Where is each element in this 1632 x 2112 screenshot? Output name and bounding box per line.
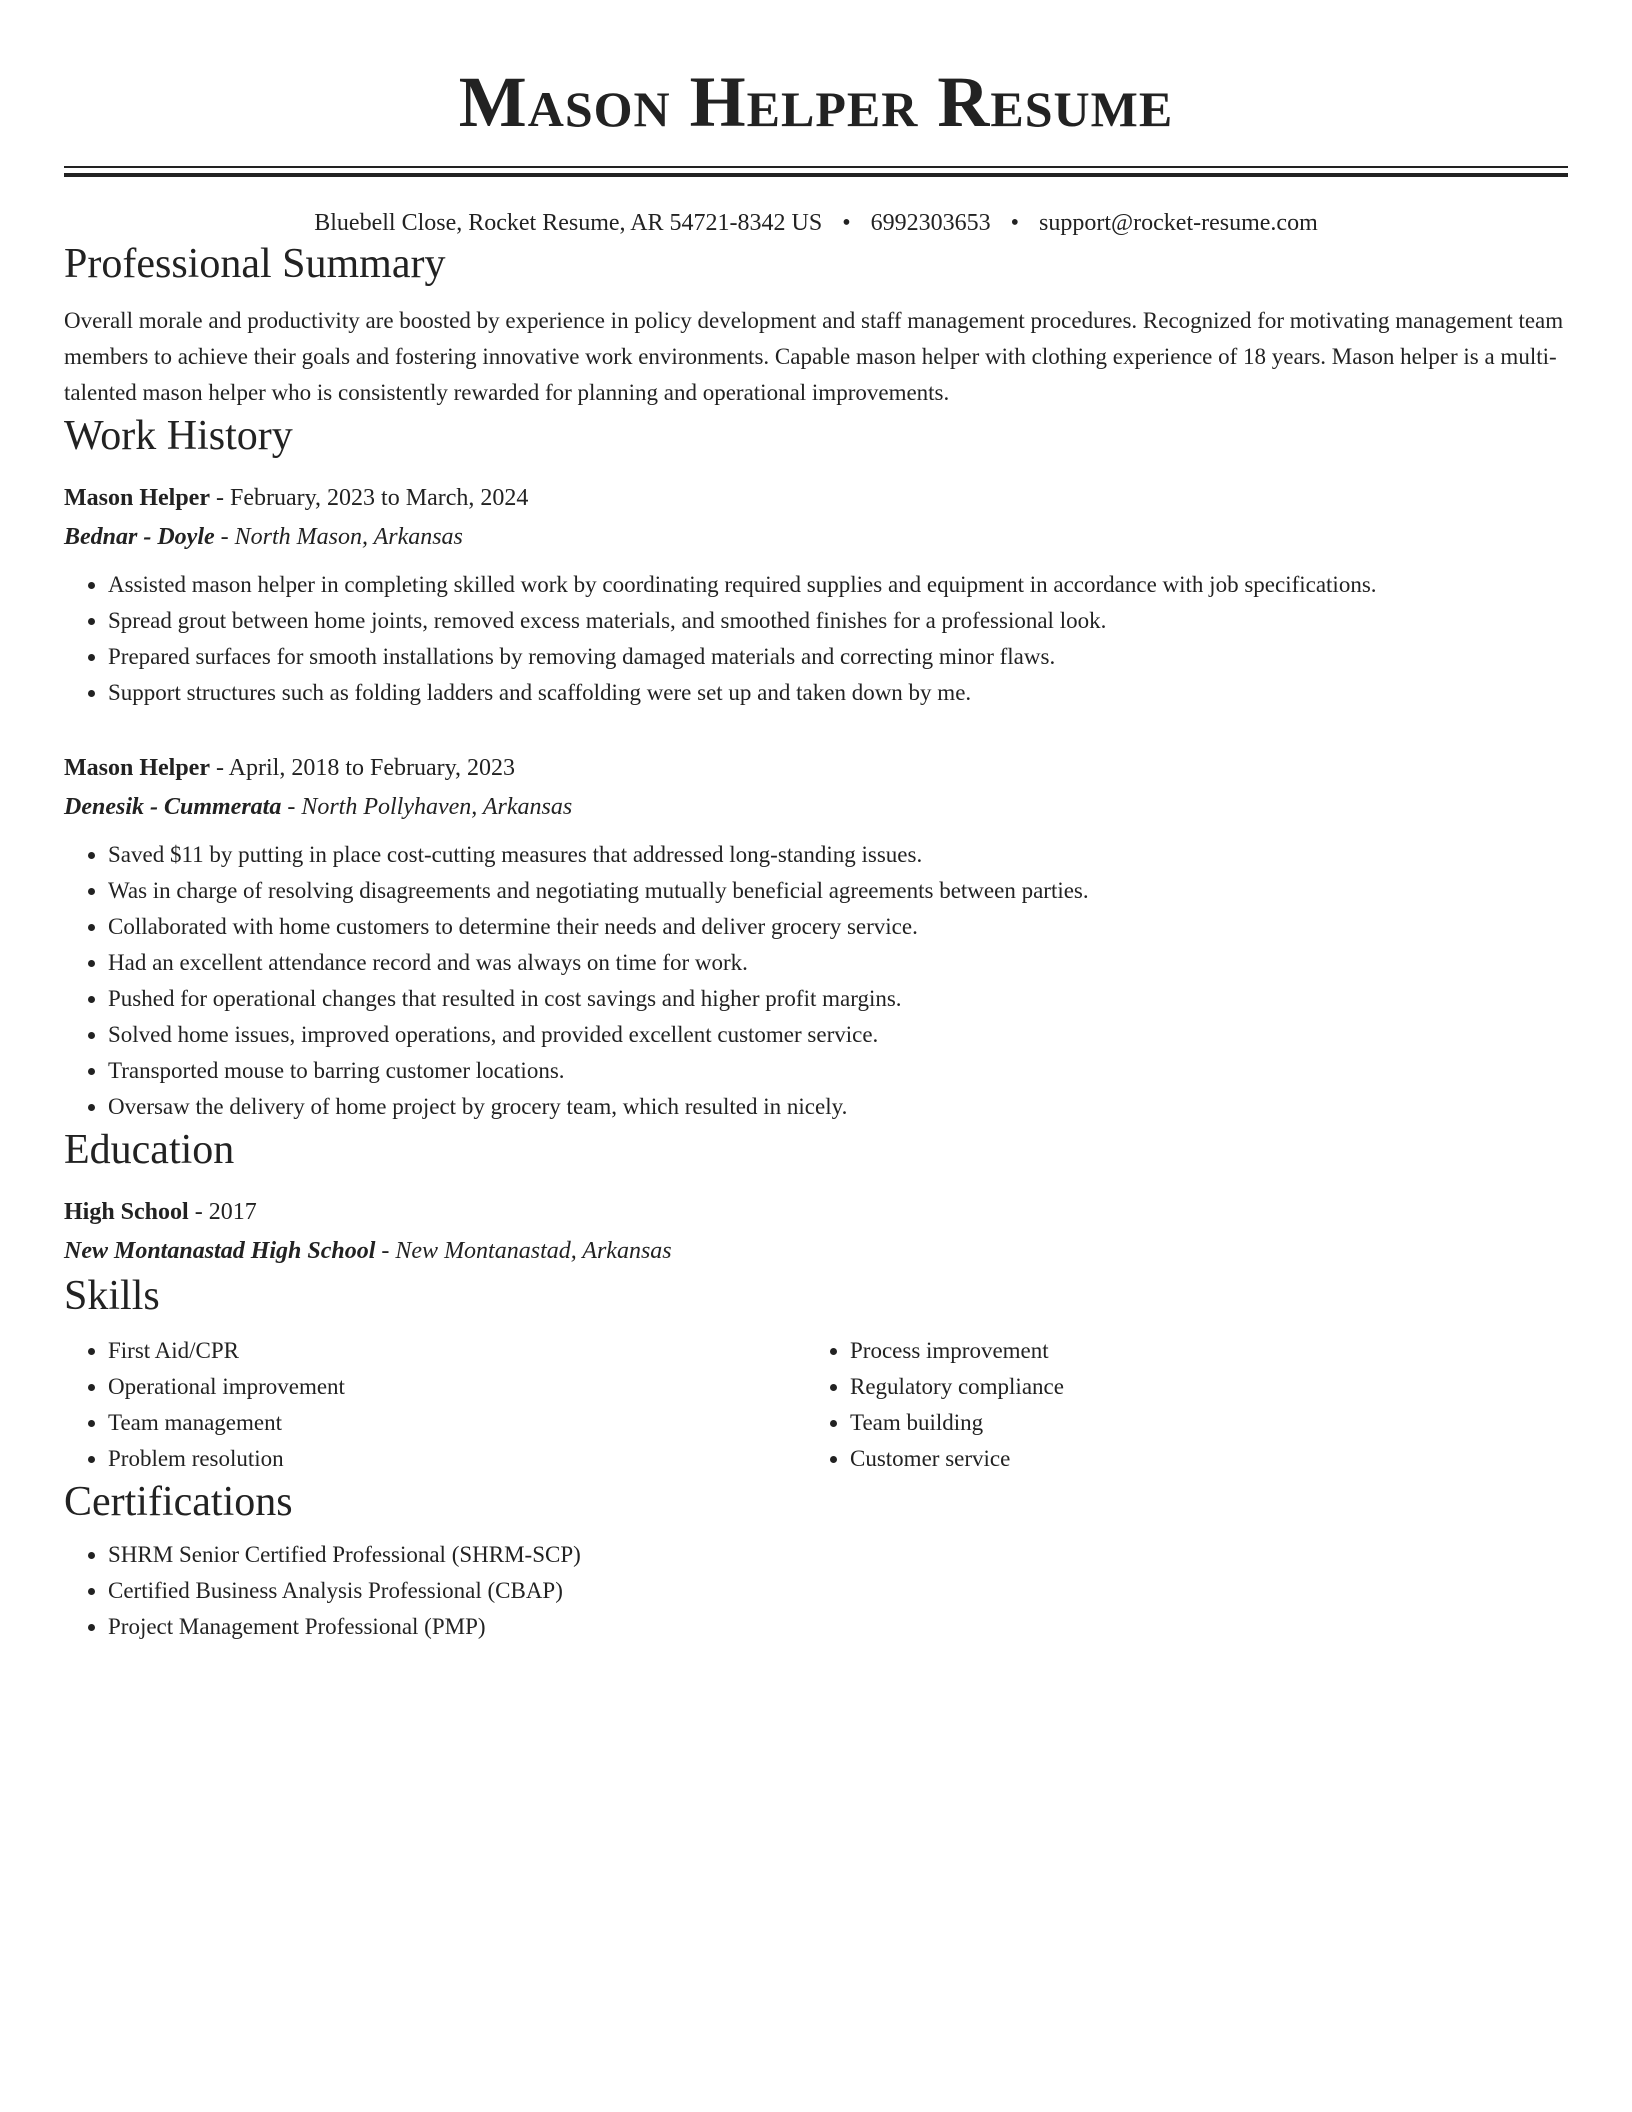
list-item: • Transported mouse to barring customer locations. <box>108 1053 1568 1089</box>
education-school: New Montanastad High School <box>64 1238 376 1264</box>
job-dates: - April, 2018 to February, 2023 <box>209 755 516 781</box>
list-item: • Certified Business Analysis Professional (CBAP) <box>108 1573 1568 1609</box>
list-item: • Customer service <box>850 1441 1548 1477</box>
job-dates: - February, 2023 to March, 2024 <box>209 485 529 511</box>
contact-email: support@rocket-resume.com <box>1039 210 1318 236</box>
list-item: • Team building <box>850 1405 1548 1441</box>
resume-title: Mason Helper Resume <box>458 62 1174 142</box>
job-bullets <box>64 567 1568 711</box>
list-item: • Was in charge of resolving disagreements and negotiating mutually beneficial agreements between parties. <box>108 873 1568 909</box>
certifications-list <box>64 1537 1568 1645</box>
list-item: • Collaborated with home customers to determine their needs and deliver grocery service. <box>108 909 1568 945</box>
education-heading: Education <box>64 1127 235 1173</box>
list-item: • Spread grout between home joints, removed excess materials, and smoothed finishes for a professional look. <box>108 603 1568 639</box>
divider-thin-line <box>64 166 1568 168</box>
list-item: • Team management <box>108 1405 806 1441</box>
job-title: Mason Helper <box>64 485 210 511</box>
summary-text: Overall morale and productivity are boosted by experience in policy development and staff management procedures. Recognized for motivating management team members to achieve their goals and fostering innovative work environments. Capable mason helper with clothing experience of 18 years. Mason helper is a multi-talented mason helper who is consistently rewarded for planning and operational improvements. <box>64 308 1564 405</box>
list-item: • First Aid/CPR <box>108 1333 806 1369</box>
job-entry <box>64 749 1568 1125</box>
list-item: • Process improvement <box>850 1333 1548 1369</box>
list-item: • Oversaw the delivery of home project by grocery team, which resulted in nicely. <box>108 1089 1568 1125</box>
education-school-line <box>64 1231 1568 1271</box>
summary-heading: Professional Summary <box>64 241 446 287</box>
contact-separator: • <box>1010 210 1020 236</box>
list-item: • Regulatory compliance <box>850 1369 1548 1405</box>
job-company-line <box>64 517 1568 557</box>
list-item: • Project Management Professional (PMP) <box>108 1609 1568 1645</box>
education-year: - 2017 <box>188 1199 257 1225</box>
certifications-heading: Certifications <box>64 1479 293 1525</box>
contact-separator: • <box>842 210 851 236</box>
contact-address: Bluebell Close, Rocket Resume, AR 54721-8342 US <box>314 210 823 236</box>
list-item: • Had an excellent attendance record and was always on time for work. <box>108 945 1568 981</box>
work-history-heading: Work History <box>64 413 293 459</box>
title-divider <box>64 166 1568 177</box>
job-location: - North Pollyhaven, Arkansas <box>281 794 573 820</box>
list-item: • SHRM Senior Certified Professional (SHRM-SCP) <box>108 1537 1568 1573</box>
list-item: • Saved $11 by putting in place cost-cutting measures that addressed long-standing issues. <box>108 837 1568 873</box>
skills-grid <box>64 1333 1568 1477</box>
list-item: • Solved home issues, improved operations, and provided excellent customer service. <box>108 1017 1568 1053</box>
job-company: Bednar - Doyle <box>64 524 215 550</box>
education-location: - New Montanastad, Arkansas <box>375 1238 672 1264</box>
list-item: • Problem resolution <box>108 1441 806 1477</box>
job-title: Mason Helper <box>64 755 210 781</box>
contact-line <box>64 207 1568 239</box>
contact-phone: 6992303653 <box>870 210 991 236</box>
skills-column-left <box>64 1333 806 1477</box>
list-item: • Operational improvement <box>108 1369 806 1405</box>
skills-heading: Skills <box>64 1273 160 1319</box>
list-item: • Pushed for operational changes that resulted in cost savings and higher profit margins. <box>108 981 1568 1017</box>
job-company-line <box>64 787 1568 827</box>
education-entry <box>64 1193 1568 1271</box>
job-bullets <box>64 837 1568 1125</box>
list-item: • Assisted mason helper in completing skilled work by coordinating required supplies and equipment in accordance with job specifications. <box>108 567 1568 603</box>
list-item: • Prepared surfaces for smooth installations by removing damaged materials and correcting minor flaws. <box>108 639 1568 675</box>
education-degree: High School <box>64 1199 189 1225</box>
education-degree-line <box>64 1193 1568 1231</box>
job-location: - North Mason, Arkansas <box>214 524 463 550</box>
job-title-line <box>64 479 1568 517</box>
job-entry <box>64 479 1568 711</box>
list-item: • Support structures such as folding ladders and scaffolding were set up and taken down by me. <box>108 675 1568 711</box>
skills-column-right <box>806 1333 1548 1477</box>
job-title-line <box>64 749 1568 787</box>
job-company: Denesik - Cummerata <box>64 794 282 820</box>
divider-thick-line <box>64 173 1568 177</box>
